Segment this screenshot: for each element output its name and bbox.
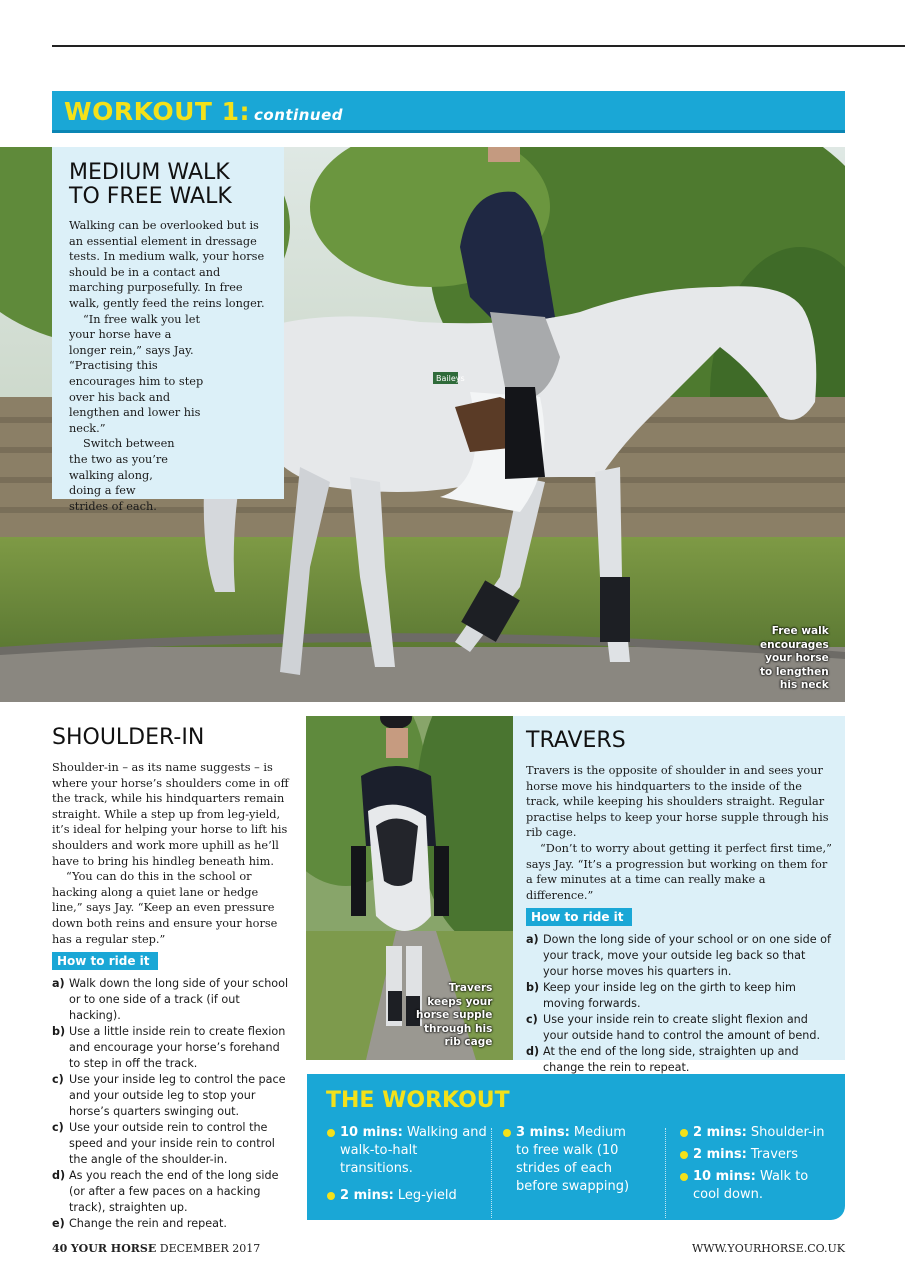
workout-title: THE WORKOUT bbox=[326, 1088, 510, 1113]
list-item: 2 mins: Leg-yield bbox=[327, 1187, 487, 1205]
travers-steps bbox=[526, 932, 833, 1076]
footer-url: WWW.YOURHORSE.CO.UK bbox=[691, 1242, 845, 1255]
list-item: e) Change the rein and repeat. bbox=[52, 1217, 227, 1231]
section-banner bbox=[52, 91, 845, 133]
shoulder-in-heading: SHOULDER-IN bbox=[52, 725, 205, 750]
list-item: d) At the end of the long side, straighten up and change the rein to repeat. bbox=[526, 1045, 799, 1075]
list-item: c) Use your inside leg to control the pace and your outside leg to stop your horse’s quarters swinging out. bbox=[52, 1073, 286, 1119]
list-item: 10 mins: Walk to cool down. bbox=[680, 1168, 830, 1204]
list-item: a) Down the long side of your school or on one side of your track, move your outside leg back so that your horse moves his quarters in. bbox=[526, 933, 831, 979]
issue-date: DECEMBER 2017 bbox=[159, 1242, 261, 1255]
shoulder-in-how-tag: How to ride it bbox=[52, 952, 158, 970]
list-item: b) Keep your inside leg on the girth to keep him moving forwards. bbox=[526, 981, 796, 1011]
medium-walk-para-3: Switch between the two as you’re walking along, doing a few strides of each. bbox=[69, 437, 175, 513]
top-rule bbox=[52, 45, 905, 47]
banner-title: WORKOUT 1: continued bbox=[64, 97, 343, 126]
magazine-name: YOUR HORSE bbox=[70, 1242, 157, 1255]
footer-left bbox=[52, 1242, 260, 1255]
banner-subtitle: continued bbox=[254, 106, 343, 124]
travers-section bbox=[513, 716, 845, 1075]
page-number: 40 bbox=[52, 1242, 68, 1255]
medium-walk-heading: MEDIUM WALK TO FREE WALK bbox=[69, 160, 232, 209]
pad-brand-text: Baileys bbox=[436, 374, 465, 383]
travers-caption: Travers keeps your horse supple through his rib cage bbox=[416, 982, 493, 1049]
travers-para-1: Travers is the opposite of shoulder in and sees your horse move his hindquarters to the inside of the track, while keeping his shoulders straight. Regular practise helps to keep your horse supple through his rib cage. bbox=[526, 764, 829, 840]
list-item: c) Use your outside rein to control the speed and your inside rein to control the angle of the shoulder-in. bbox=[52, 1121, 275, 1167]
medium-walk-para-2: “In free walk you let your horse have a longer rein,” says Jay. “Practising this encourages him to step over his back and lengthen and lower his neck.” bbox=[69, 312, 204, 435]
divider bbox=[665, 1128, 666, 1218]
travers-how-tag: How to ride it bbox=[526, 908, 632, 926]
list-item: 3 mins: Medium to free walk (10 strides of each before swapping) bbox=[503, 1124, 643, 1196]
workout-col-1 bbox=[327, 1124, 487, 1214]
travers-photo bbox=[306, 716, 513, 1060]
list-item: 2 mins: Shoulder-in bbox=[680, 1124, 830, 1142]
travers-para-2: “Don’t to worry about getting it perfect first time,” says Jay. “It’s a progression but working on them for a few minutes at a time can really make a difference.” bbox=[526, 841, 832, 902]
shoulder-in-section bbox=[52, 725, 292, 1232]
list-item: a) Walk down the long side of your school or to one side of a track (if out hacking). bbox=[52, 977, 289, 1023]
medium-walk-para-1: Walking can be overlooked but is an essential element in dressage tests. In medium walk, your horse should be in a contact and marching purposefully. In free walk, gently feed the reins longer. bbox=[69, 219, 265, 310]
list-item: 2 mins: Travers bbox=[680, 1146, 830, 1164]
shoulder-in-para-1: Shoulder-in – as its name suggests – is where your horse’s shoulders come in off the track, while his hindquarters remain straight. While a step up from leg-yield, it’s ideal for helping your horse to lift his shoulders and work more uphill as he’ll have to bring his hindleg beneath him. bbox=[52, 761, 289, 868]
list-item: c) Use your inside rein to create slight flexion and your outside hand to control the amount of bend. bbox=[526, 1013, 821, 1043]
divider bbox=[491, 1128, 492, 1218]
workout-col-3 bbox=[680, 1124, 830, 1213]
shoulder-in-steps bbox=[52, 976, 292, 1232]
hero-caption: Free walk encourages your horse to lengthen his neck bbox=[760, 625, 829, 692]
list-item: d) As you reach the end of the long side (or after a few paces on a hacking track), straighten up. bbox=[52, 1169, 279, 1215]
workout-summary bbox=[307, 1074, 845, 1220]
shoulder-in-para-2: “You can do this in the school or hacking along a quiet lane or hedge line,” says Jay. “Keep an even pressure down both reins and ensure your horse has a regular step.” bbox=[52, 870, 278, 946]
list-item: 10 mins: Walking and walk-to-halt transitions. bbox=[327, 1124, 487, 1178]
workout-col-2 bbox=[503, 1124, 643, 1205]
travers-heading: TRAVERS bbox=[526, 728, 626, 753]
medium-walk-panel bbox=[52, 147, 284, 513]
list-item: b) Use a little inside rein to create flexion and encourage your horse’s forehand to step in off the track. bbox=[52, 1025, 286, 1071]
